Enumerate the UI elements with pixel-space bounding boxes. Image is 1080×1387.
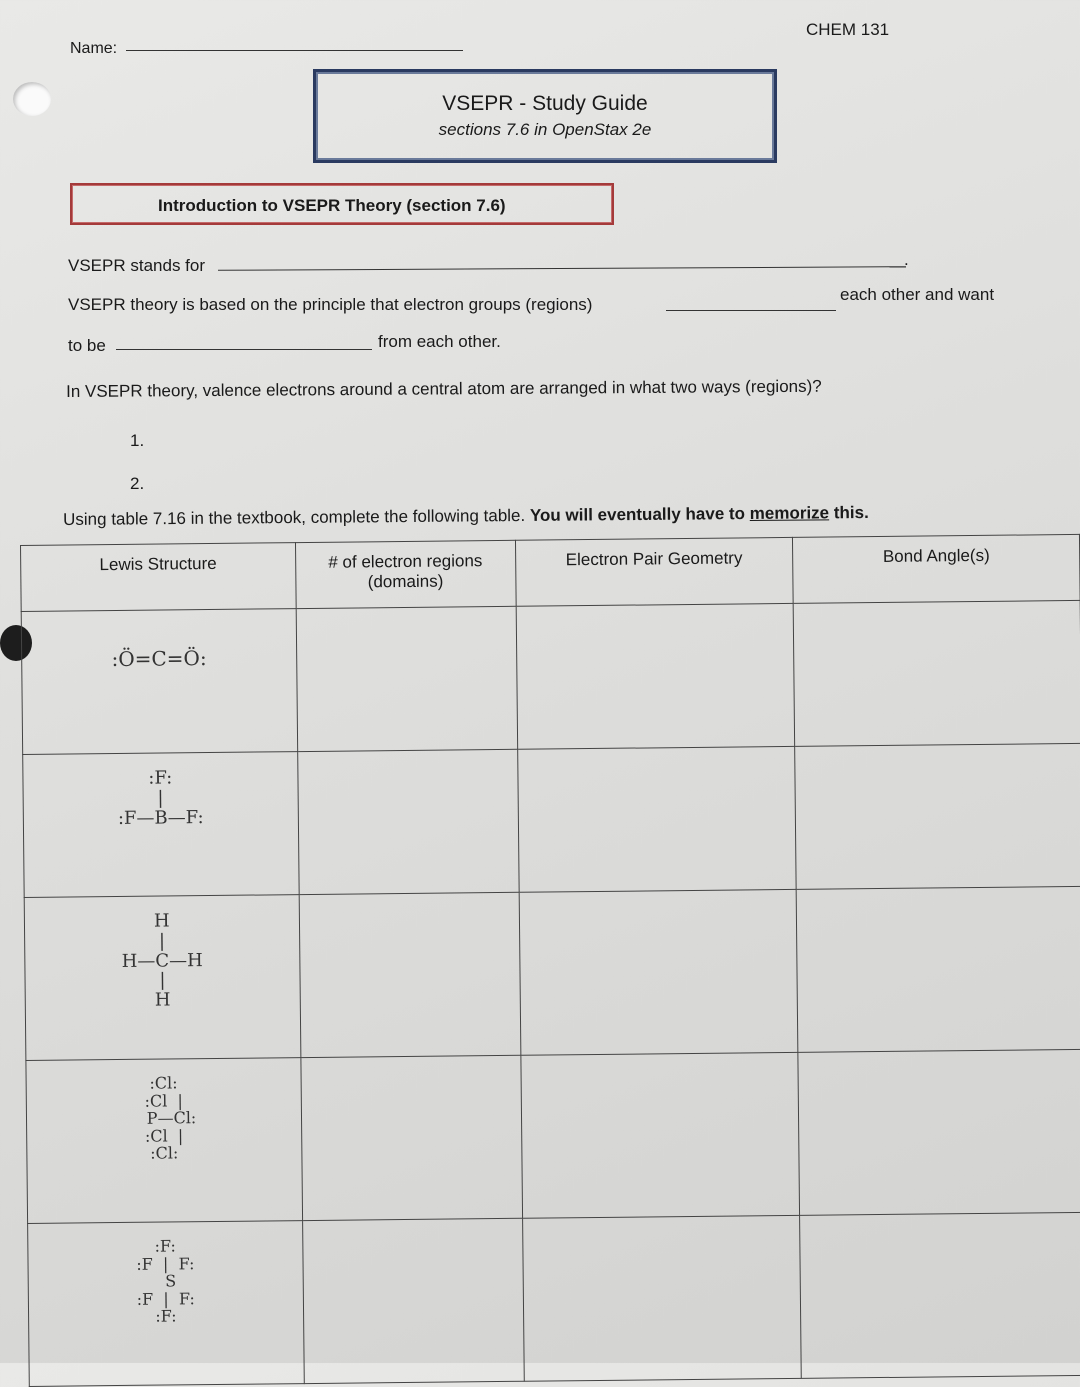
q2-answer-line-1[interactable]: [666, 310, 836, 311]
electron-regions-cell[interactable]: [302, 1218, 523, 1383]
lewis-structure-cell: [26, 1058, 302, 1224]
q4-end: this.: [833, 502, 869, 523]
lewis-ch4: H | H—C—H | H: [121, 910, 203, 1011]
name-label: Name:: [70, 40, 118, 57]
table-row: [21, 600, 1080, 754]
geometry-cell[interactable]: [516, 603, 795, 749]
table-row: [24, 886, 1080, 1060]
electron-regions-cell[interactable]: [301, 1055, 522, 1220]
binder-hole-top: [13, 82, 51, 116]
bond-angle-cell[interactable]: [793, 600, 1080, 746]
q2-mid: each other and want: [840, 285, 995, 304]
lewis-structure-cell: [24, 895, 300, 1061]
q2-start: VSEPR theory is based on the principle that electron groups (regions): [68, 295, 593, 314]
electron-regions-cell[interactable]: [296, 606, 517, 751]
lewis-structure-cell: [28, 1221, 304, 1387]
document-subtitle: sections 7.6 in OpenStax 2e: [438, 120, 652, 139]
geometry-cell[interactable]: [517, 746, 796, 892]
bond-angle-cell[interactable]: [800, 1212, 1080, 1378]
table-header-row: [21, 534, 1080, 611]
header-lewis-structure: Lewis Structure: [21, 543, 296, 612]
q4-memorize: memorize: [749, 503, 830, 524]
name-field[interactable]: [126, 50, 463, 51]
lewis-co2: :Ö=C=Ö:: [111, 646, 207, 672]
electron-regions-cell[interactable]: [299, 892, 520, 1057]
electron-regions-cell[interactable]: [297, 749, 518, 894]
q1-end: .: [904, 250, 909, 269]
q2-answer-line-2[interactable]: [116, 349, 372, 350]
q2-line2-end: from each other.: [378, 332, 501, 351]
q3-item-2: 2.: [130, 474, 145, 493]
q4-start: Using table 7.16 in the textbook, complete the following table.: [63, 505, 526, 529]
lewis-structure-cell: [23, 752, 299, 898]
table-row: [26, 1049, 1080, 1223]
header-electron-regions: # of electron regions (domains): [295, 540, 515, 608]
lewis-sf6: :F: :F | F: S :F | F: :F:: [136, 1236, 195, 1326]
lewis-bf3: :F: | :F—B—F:: [117, 767, 204, 829]
geometry-cell[interactable]: [522, 1215, 801, 1381]
table-row: [28, 1212, 1080, 1386]
q1-label: VSEPR stands for: [68, 256, 206, 275]
q3-text: In VSEPR theory, valence electrons around a central atom are arranged in what two ways (regions)?: [66, 376, 822, 401]
section-heading-box: [70, 183, 614, 225]
header-bond-angles: Bond Angle(s): [793, 534, 1080, 603]
course-code: CHEM 131: [806, 20, 890, 39]
q4-text: [63, 503, 869, 530]
q3-item-1: 1.: [130, 431, 145, 450]
bond-angle-cell[interactable]: [796, 886, 1080, 1052]
table-row: [23, 743, 1080, 897]
header-electron-pair-geometry: Electron Pair Geometry: [515, 537, 793, 606]
lewis-pcl5: :Cl: :Cl | P—Cl: :Cl | :Cl:: [131, 1073, 197, 1164]
geometry-cell[interactable]: [519, 889, 798, 1055]
q1-answer-line[interactable]: [218, 266, 906, 271]
bond-angle-cell[interactable]: [795, 743, 1080, 889]
q2-line2-start: to be: [68, 336, 106, 355]
q4-bold: You will eventually have to: [529, 504, 746, 525]
section-heading: Introduction to VSEPR Theory (section 7.6): [158, 196, 506, 215]
geometry-cell[interactable]: [520, 1052, 799, 1218]
lewis-structure-cell: [21, 609, 297, 755]
bond-angle-cell[interactable]: [798, 1049, 1080, 1215]
vsepr-table: [20, 534, 1080, 1387]
document-title: VSEPR - Study Guide: [442, 92, 648, 115]
title-box: [313, 69, 777, 163]
